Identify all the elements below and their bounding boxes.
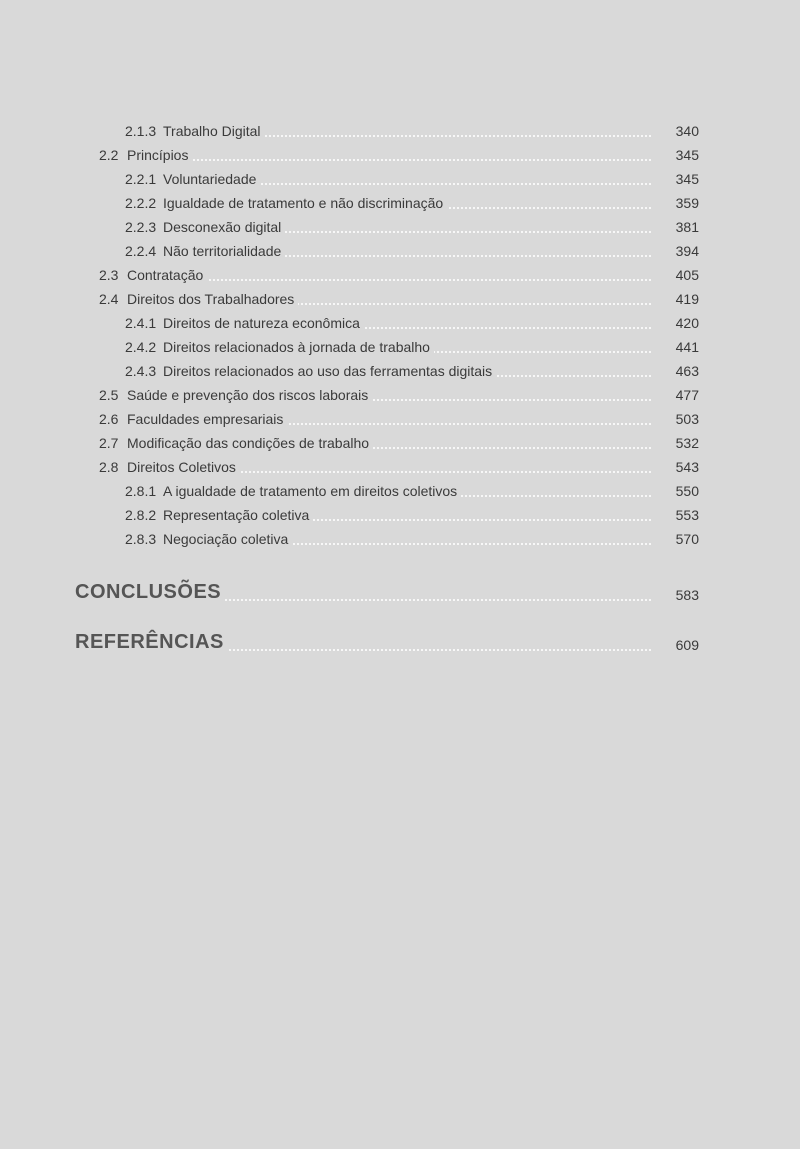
entry-number: 2.4.3 (125, 363, 157, 379)
entry-page-number: 550 (675, 483, 699, 499)
dot-leader (207, 279, 652, 281)
dot-leader (285, 231, 652, 233)
entry-number: 2.8.2 (125, 507, 157, 523)
entry-title: A igualdade de tratamento em direitos coletivos (163, 483, 458, 499)
entry-title: Direitos de natureza econômica (163, 315, 360, 331)
entry-title: Faculdades empresariais (127, 411, 284, 427)
entry-title: Trabalho Digital (163, 123, 261, 139)
dot-leader (225, 599, 652, 601)
entry-page-number: 340 (675, 123, 699, 139)
entry-page-number: 394 (675, 243, 699, 259)
toc-entry[interactable] (0, 455, 800, 479)
entry-number: 2.4 (99, 291, 119, 307)
entry-title: Voluntariedade (163, 171, 257, 187)
dot-leader (192, 159, 652, 161)
toc-entry[interactable] (0, 287, 800, 311)
entry-number: 2.3 (99, 267, 119, 283)
entry-number: 2.4.1 (125, 315, 157, 331)
entry-title: Direitos dos Trabalhadores (127, 291, 295, 307)
toc-chapter-entry[interactable] (0, 577, 800, 607)
entry-page-number: 477 (675, 387, 699, 403)
toc-entry[interactable] (0, 263, 800, 287)
toc-entry[interactable] (0, 167, 800, 191)
dot-leader (240, 471, 652, 473)
dot-leader (287, 423, 652, 425)
entry-title: Representação coletiva (163, 507, 310, 523)
entry-page-number: 420 (675, 315, 699, 331)
entry-number: 2.1.3 (125, 123, 157, 139)
entry-title: Direitos relacionados à jornada de trabalho (163, 339, 430, 355)
entry-number: 2.8 (99, 459, 119, 475)
entry-title: Não territorialidade (163, 243, 282, 259)
entry-page-number: 441 (675, 339, 699, 355)
entry-number: 2.2.4 (125, 243, 157, 259)
dot-leader (260, 183, 652, 185)
dot-leader (285, 255, 652, 257)
toc-entry[interactable] (0, 503, 800, 527)
entry-page-number: 381 (675, 219, 699, 235)
entry-page-number: 463 (675, 363, 699, 379)
dot-leader (447, 207, 652, 209)
toc-entry[interactable] (0, 143, 800, 167)
toc-entry[interactable] (0, 191, 800, 215)
entry-title: Desconexão digital (163, 219, 282, 235)
toc-entry[interactable] (0, 215, 800, 239)
dot-leader (373, 447, 652, 449)
entry-page-number: 543 (675, 459, 699, 475)
entry-page-number: 345 (675, 147, 699, 163)
toc-entry[interactable] (0, 383, 800, 407)
entry-title: Direitos relacionados ao uso das ferramentas digitais (163, 363, 493, 379)
dot-leader (496, 375, 652, 377)
entry-number: 2.6 (99, 411, 119, 427)
entry-page-number: 419 (675, 291, 699, 307)
toc-entry[interactable] (0, 479, 800, 503)
chapter-title: CONCLUSÕES (75, 581, 222, 603)
chapter-page-number: 583 (675, 587, 699, 603)
entry-number: 2.5 (99, 387, 119, 403)
dot-leader (228, 649, 652, 651)
toc-chapter-entry[interactable] (0, 627, 800, 657)
entry-title: Princípios (127, 147, 189, 163)
toc-entry[interactable] (0, 527, 800, 551)
entry-title: Saúde e prevenção dos riscos laborais (127, 387, 369, 403)
entry-title: Modificação das condições de trabalho (127, 435, 370, 451)
entry-number: 2.2.3 (125, 219, 157, 235)
dot-leader (292, 543, 652, 545)
dot-leader (313, 519, 652, 521)
entry-number: 2.4.2 (125, 339, 157, 355)
chapter-title: REFERÊNCIAS (75, 631, 224, 653)
entry-title: Direitos Coletivos (127, 459, 236, 475)
dot-leader (372, 399, 652, 401)
entry-page-number: 570 (675, 531, 699, 547)
entry-page-number: 405 (675, 267, 699, 283)
toc-entry[interactable] (0, 311, 800, 335)
dot-leader (364, 327, 652, 329)
entry-page-number: 503 (675, 411, 699, 427)
dot-leader (461, 495, 652, 497)
entry-title: Igualdade de tratamento e não discriminação (163, 195, 444, 211)
entry-number: 2.2 (99, 147, 119, 163)
entry-number: 2.7 (99, 435, 119, 451)
toc-entry[interactable] (0, 239, 800, 263)
entry-page-number: 359 (675, 195, 699, 211)
toc-entry[interactable] (0, 407, 800, 431)
toc-entry[interactable] (0, 119, 800, 143)
chapter-page-number: 609 (675, 637, 699, 653)
entry-title: Negociação coletiva (163, 531, 289, 547)
entry-number: 2.8.1 (125, 483, 157, 499)
entry-page-number: 553 (675, 507, 699, 523)
entry-number: 2.2.1 (125, 171, 157, 187)
toc-entry[interactable] (0, 431, 800, 455)
entry-title: Contratação (127, 267, 204, 283)
entry-page-number: 345 (675, 171, 699, 187)
entry-number: 2.8.3 (125, 531, 157, 547)
toc-entry[interactable] (0, 359, 800, 383)
dot-leader (298, 303, 652, 305)
entry-number: 2.2.2 (125, 195, 157, 211)
entry-page-number: 532 (675, 435, 699, 451)
dot-leader (434, 351, 652, 353)
toc-entry[interactable] (0, 335, 800, 359)
dot-leader (265, 135, 652, 137)
